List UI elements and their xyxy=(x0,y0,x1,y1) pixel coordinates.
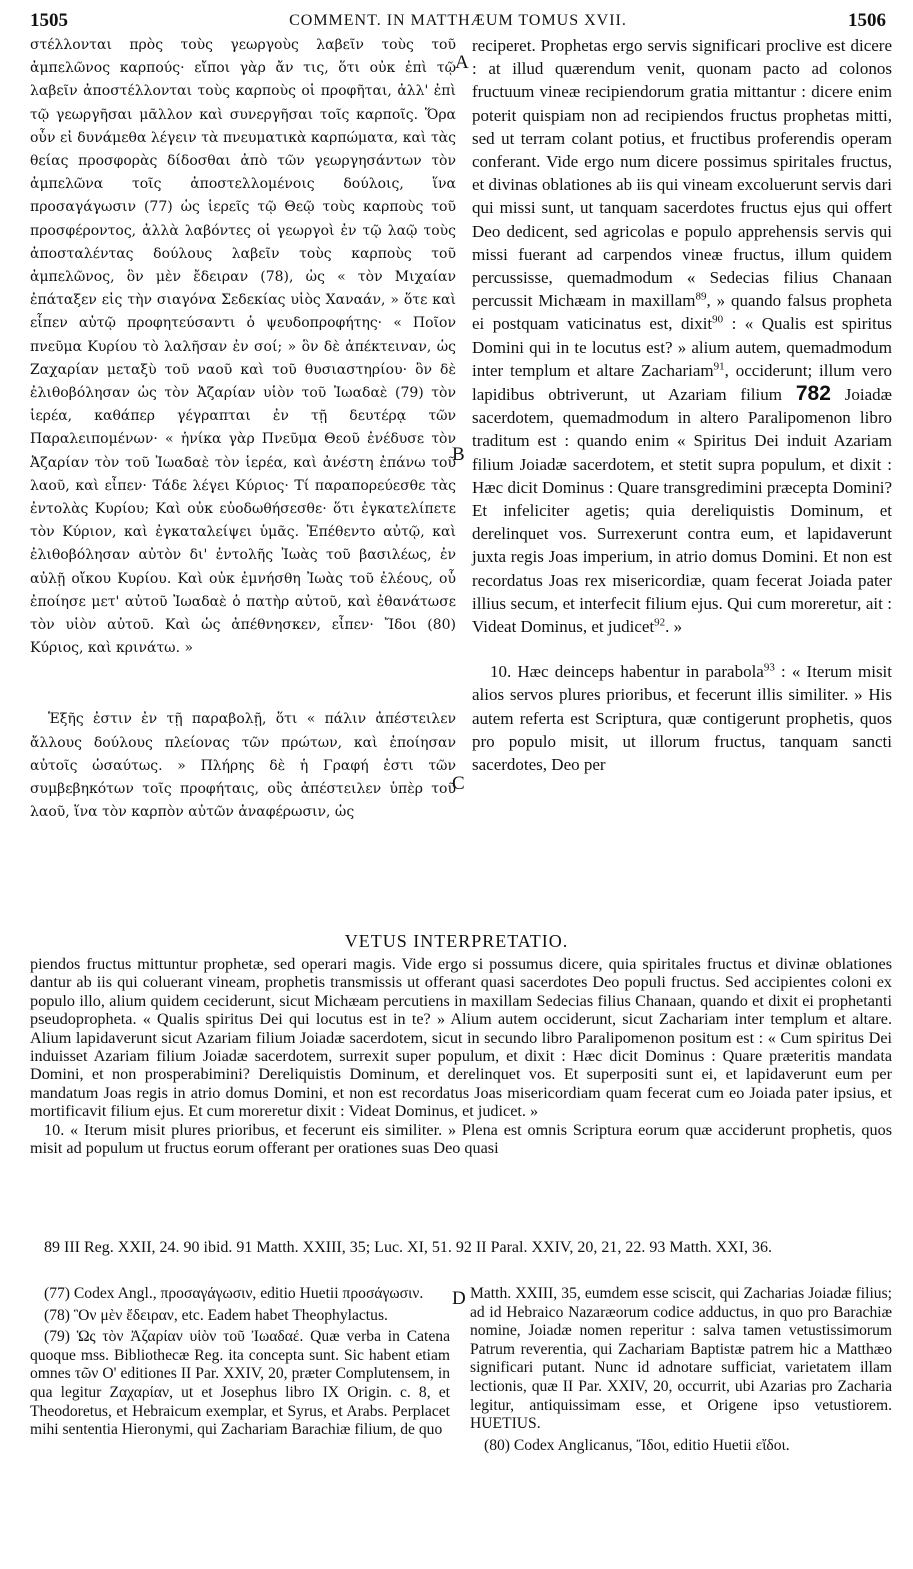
page-number-left: 1505 xyxy=(30,10,68,31)
greek-paragraph: στέλλονται πρὸς τοὺς γεωργοὺς λαβεῖν τοὺς τοῦ ἀμπελῶνος καρπούς· εἴποι γὰρ ἄν τις, ὅτι οὐκ ἐπὶ τῷ λαβεῖν ἀποστέλλονται τοὺς καρποὺς οἱ προφῆται, ἀλλ' ἐπὶ τῷ γεωργῆσαι μᾶλλον καὶ συνεργῆσαι τοῖς καρποῖς. Ὅρα οὖν εἰ δυνάμεθα λέγειν τὰ πνευματικὰ καρπώματα, καὶ τὰς θείας προσφορὰς δίδοσθαι ἀπὸ τῶν γεωργησάντων τὸν ἀμπελῶνα τοῖς ἀποστελλομένοις δούλοις, ἵνα προσαγάγωσιν (77) ὡς ἱερεῖς τῷ Θεῷ τοὺς καρποὺς τοῦ προσφέροντος, ἀλλὰ λαβόντες οἱ γεωργοὶ ἐν τῷ λαῷ τοὺς ἀποσταλέντας δούλους λαβεῖν τοὺς καρποὺς τοῦ ἀμπελῶνος, ὃν μὲν ἔδειραν (78), ὡς « τὸν Μιχαίαν ἐπάταξεν εἰς τὴν σιαγόνα Σεδεκίας υἱὸς Χαναάν, » ὅτε καὶ εἶπεν αὐτῷ προφητεύσαντι ὁ ψευδοπροφήτης· « Ποῖον πνεῦμα Κυρίου τὸ λαλῆσαν ἐν σοί; » ὃν δὲ ἀπέκτειναν, ὡς Ζαχαρίαν μεταξὺ τοῦ ναοῦ καὶ τοῦ θυσιαστηρίου· ὃν δὲ ἐλιθοβόλησαν ὡς τὸν Ἀζαρίαν υἱὸν τοῦ Ἰωαδαὲ (79) τὸν ἱερέα, καθάπερ γέγραπται ἐν τῇ δευτέρᾳ τῶν Παραλειπομένων· « ἡνίκα γὰρ Πνεῦμα Θεοῦ ἐνέδυσε τὸν Ἀζαρίαν τὸν τοῦ Ἰωαδαὲ τὸν ἱερέα, καὶ ἀνέστη ἐπάνω τοῦ λαοῦ, καὶ εἶπεν· Τάδε λέγει Κύριος· Τί παραπορεύεσθε τὰς ἐντολὰς Κυρίου; Καὶ οὐκ εὐοδωθήσεσθε· ὅτι ἐγκατελίπετε τὸν Κύριον, καὶ ἐγκαταλείψει ὑμᾶς. Ἐπέθεντο αὐτῷ, καὶ ἐλιθοβόλησαν αὐτὸν δι' ἐντολῆς Ἰωὰς τοῦ βασιλέως, ἐν αὐλῇ οἴκου Κυρίου. Καὶ οὐκ ἐμνήσθη Ἰωὰς τοῦ ἐλέους, οὗ ἐποίησε μετ' αὐτοῦ Ἰωαδαὲ ὁ πατὴρ αὐτοῦ, καὶ ἐθανάτωσε τὸν υἱὸν αὐτοῦ. Καὶ ὡς ἀπέθνησκεν, εἶπεν· Ἴδοι (80) Κύριος, καὶ κρινάτω. » xyxy=(30,37,456,657)
footnote-marker: 90 xyxy=(712,313,724,326)
vetus-paragraph: 10. « Iterum misit plures prioribus, et fecerunt eis similiter. » Plena est omnis Scriptura eorum quæ acciderunt prophetis, quos misit ad populum ut fructus eorum offerant per orationes suas Deo quasi xyxy=(30,1120,892,1158)
margin-letter: C xyxy=(452,773,465,794)
footnote-text: Matth. XXIII, 35, eumdem esse sciscit, qui Zacharias Joiadæ filius; ad id Hebraico Nazaræorum codice adductus, in quo pro Barachiæ nomine, Joiadæ nomen reperitur : salva tamen vetustissimorum Patrum reverentia, qui Zachariam Baptistæ patrem hic a Matthæo significari putant. Nunc id adnotare sufficiat, varietatem illam lectionis, quæ II Par. XXIV, 20, occurrit, ubi Azarias pro Zacharia legitur, antiquissimam esse, et Origene ipso vetustiorem. xyxy=(470,1285,892,1414)
latin-text: reciperet. Prophetas ergo servis significari proclive est dicere : at illud quærendum venit, quonam pacto ad colonos fructuum vineæ recipiendorum gratia mittantur : dicere enim poterit quispiam non ad recipiendos fructus prophetas mitti, sed ut terram colant potius, et fructibus proferendis operam conferant. Vide ergo num dicere possimus spiritales fructus, et divinas oblationes ab iis qui vineam excoluerunt servis dari qui missi sunt, ut tanquam sacerdotes fructus ejus qui offert Deo dedicent, sed agricolas e populo apprehensis servis qui missi fuerant ad carpendos vineæ fructus, illum quidem percussisse, quemadmodum « Sedecias filius Chanaan percussit Michæam in maxillam xyxy=(472,36,892,311)
notes-column-left xyxy=(30,1285,450,1443)
latin-text: 10. Hæc deinceps habentur in parabola xyxy=(490,662,764,682)
footnote: (79) Ὡς τὸν Ἀζαρίαν υἱὸν τοῦ Ἰωαδαέ. Quæ verba in Catena quoque mss. Bibliothecæ Reg. ita concepta sunt. Sic habent etiam omnes τῶν Ο' editiones II Par. XXIV, 20, præter Complutensem, in qua legitur Ζαχαρίαν, ut et Josephus libro IX Origin. c. 8, et Theodoretus, et Hebraicum exemplar, et Syrus, et Arabs. Perplacet mihi sententia Hieronymi, qui Zachariam Barachiæ filium, de quo xyxy=(30,1328,450,1439)
note-signature: HUETIUS. xyxy=(470,1415,541,1433)
latin-text: , occiderunt; illum vero lapidibus obtriverunt, ut Azariam filium xyxy=(472,360,892,405)
margin-letter: A xyxy=(455,52,469,73)
margin-letter: D xyxy=(452,1288,466,1309)
latin-column xyxy=(472,34,892,776)
latin-text: : « Qualis est spiritus Domini qui in te locutus est? » alium autem, quemadmodum inter templum et altare Zachariam xyxy=(472,314,892,380)
footnote: (78) Ὃν μὲν ἔδειραν, etc. Eadem habet Theophylactus. xyxy=(44,1306,388,1324)
footnote: (80) Codex Anglicanus, Ἴδοι, editio Huetii εἴδοι. xyxy=(484,1436,790,1454)
footnote-continuation xyxy=(470,1285,892,1434)
greek-column xyxy=(30,34,456,825)
section-heading: VETUS INTERPRETATIO. xyxy=(344,931,569,951)
vetus-paragraph: piendos fructus mittuntur prophetæ, sed operari magis. Vide ergo si possumus dicere, quia spiritales fructus et divinæ oblationes dantur ab iis qui coluerant vineam, prophetis transmissis ut offerant quasi sacerdotes Deo populi fructus. Sed accipientes coloni ex populo illo, alium quidem ceciderunt, sicut Michæam percutiens in maxillam Sedecias filius Chanaan, quando et dixit ei prophetanti pseudopropheta. « Qualis spiritus Dei qui locutus est in te? » Alium autem occiderunt, sicut Zachariam inter templum et altare. Alium lapidaverunt sicut Azariam filium Joiadæ sacerdotem, sicut in secundo libro Paralipomenon positum est : « Cum spiritus Dei induisset Azariam filium Joiadæ sacerdotem, surrexit super populum, et dixit : Hæc dicit Dominus : Quare præteritis mandata Domini, et non prosperabimini? Dereliquistis Dominum, et derelinquet vos. Et superpositi sunt ei, et lapidaverunt eum per mandatum Joas regis in atrio domus Domini, et non est recordatus Joas misericordiam quam fecerat cum eo Joiada pater ipsius, et mortificavit filium ejus. Et cum moreretur dixit : Videat Dominus, et judicet. » xyxy=(30,955,892,1121)
vetus-interpretatio xyxy=(30,955,892,1157)
footnote: (77) Codex Angl., προσαγάγωσιν, editio Huetii προσάγωσιν. xyxy=(44,1285,424,1302)
latin-text: , » quando falsus propheta ei postquam vaticinatus est, dixit xyxy=(472,291,892,334)
latin-text: . » xyxy=(665,617,683,637)
latin-paragraph xyxy=(472,660,892,776)
column-number: 782 xyxy=(795,382,831,406)
scripture-references: 89 III Reg. XXII, 24. 90 ibid. 91 Matth. XXIII, 35; Luc. XI, 51. 92 II Paral. XXIV, 20, 21, 22. 93 Matth. XXI, 36. xyxy=(44,1239,773,1256)
footnote-marker: 91 xyxy=(713,360,725,373)
margin-letter: B xyxy=(452,444,465,465)
latin-paragraph xyxy=(472,34,892,638)
footnote-marker: 93 xyxy=(763,661,775,674)
footnote-marker: 92 xyxy=(654,616,666,629)
greek-paragraph: Ἑξῆς ἐστιν ἐν τῇ παραβολῇ, ὅτι « πάλιν ἀπέστειλεν ἄλλους δούλους πλείονας τῶν πρώτων, καὶ ἐποίησαν αὐτοῖς ὡσαύτως. » Πλήρης δὲ ἡ Γραφή ἐστι τῶν συμβεβηκότων τοῖς προφήταις, οὓς ἀπέστειλεν ὑπὲρ τοῦ λαοῦ, ἵνα τὸν καρπὸν αὐτῶν ἀναφέρωσιν, ὡς xyxy=(30,711,456,821)
notes-column-right xyxy=(470,1285,892,1458)
page-number-right: 1506 xyxy=(848,10,886,31)
latin-text: Joiadæ sacerdotem, quemadmodum in altero Paralipomenon libro traditum est : quando enim « Spiritus Dei induit Azariam filium Joiadæ sacerdotem, et stetit supra populum, et dixit : Hæc dicit Dominus : Quare transgredimini præcepta Domini? Et infeliciter agetis; quia dereliquistis Dominum, et derelinquet vos. Surrexerunt contra eum, et lapidaverunt juxta regis Joas imperium, in atrio domus Domini. Et non est recordatus Joas rex misericordiæ, quam fecerat Joiada pater illius secum, et interfecit filium ejus. Qui cum moreretur, ait : Videat Dominus, et judicet xyxy=(472,385,892,637)
footnote-marker: 89 xyxy=(695,290,707,303)
running-title: COMMENT. IN MATTHÆUM TOMUS XVII. xyxy=(289,12,627,29)
latin-text: : « Iterum misit alios servos plures prioribus, et fecerunt illis similiter. » His autem referta est Scriptura, quæ contigerunt prophetis, quos pro populo misit, ut illorum fructus, tanquam sancti sacerdotes, Deo per xyxy=(472,662,893,775)
